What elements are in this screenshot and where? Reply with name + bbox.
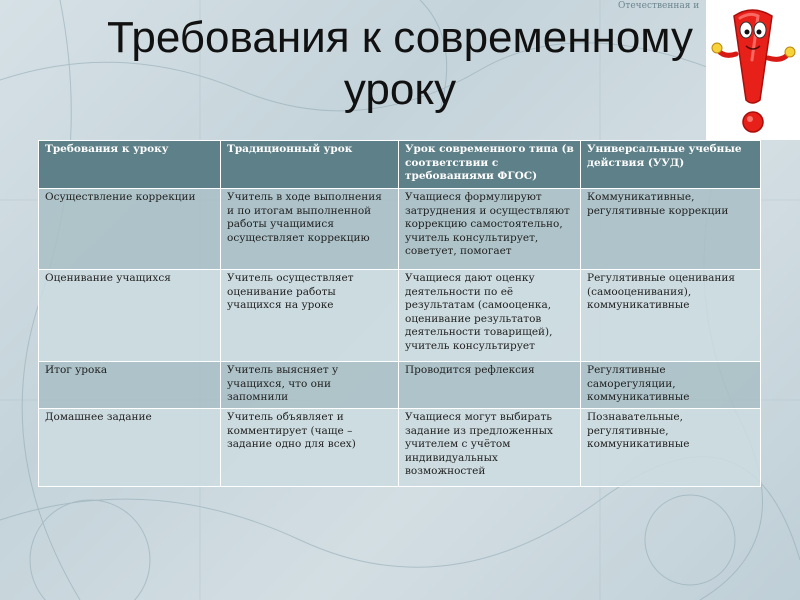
- title-line-2: уроку: [343, 65, 457, 114]
- table-cell: Учащиеся дают оценку деятельности по её результатам (самооценка, оценивание результатов деятельности товарищей), учитель консультирует: [399, 270, 581, 362]
- table-cell: Учитель в ходе выполнения и по итогам выполненной работы учащимися осуществляет коррекцию: [221, 189, 399, 270]
- table-cell: Оценивание учащихся: [39, 270, 221, 362]
- table-cell: Учитель выясняет у учащихся, что они запомнили: [221, 362, 399, 409]
- table-cell: Учащиеся могут выбирать задание из предложенных учителем с учётом индивидуальных возможностей: [399, 409, 581, 487]
- title-line-1: Требования к современному: [106, 13, 694, 62]
- table-cell: Коммуникативные, регулятивные коррекции: [581, 189, 761, 270]
- table-cell: Познавательные, регулятивные, коммуникативные: [581, 409, 761, 487]
- table-cell: Регулятивные саморегуляции, коммуникативные: [581, 362, 761, 409]
- table-cell: Учитель объявляет и комментирует (чаще – задание одно для всех): [221, 409, 399, 487]
- table-row: [39, 189, 761, 270]
- table-cell: Регулятивные оценивания (самооценивания), коммуникативные: [581, 270, 761, 362]
- header-modern: Урок современного типа (в соответствии с требованиями ФГОС): [399, 141, 581, 189]
- table-cell: Осуществление коррекции: [39, 189, 221, 270]
- exclamation-icon: [706, 0, 800, 140]
- header-requirements: Требования к уроку: [39, 141, 221, 189]
- header-uud: Универсальные учебные действия (УУД): [581, 141, 761, 189]
- table-cell: Итог урока: [39, 362, 221, 409]
- map-label: Отечественная и: [618, 1, 700, 11]
- page-title: [40, 12, 760, 116]
- table-cell: Учащиеся формулируют затруднения и осуществляют коррекцию самостоятельно, учитель консультирует, советует, помогает: [399, 189, 581, 270]
- header-traditional: Традиционный урок: [221, 141, 399, 189]
- table-cell: Домашнее задание: [39, 409, 221, 487]
- table-header-row: [39, 141, 761, 189]
- table-cell: Учитель осуществляет оценивание работы учащихся на уроке: [221, 270, 399, 362]
- exclamation-panel: [706, 0, 800, 140]
- table-row: [39, 362, 761, 409]
- table-cell: Проводится рефлексия: [399, 362, 581, 409]
- requirements-table: [38, 140, 761, 487]
- table-row: [39, 409, 761, 487]
- table-row: [39, 270, 761, 362]
